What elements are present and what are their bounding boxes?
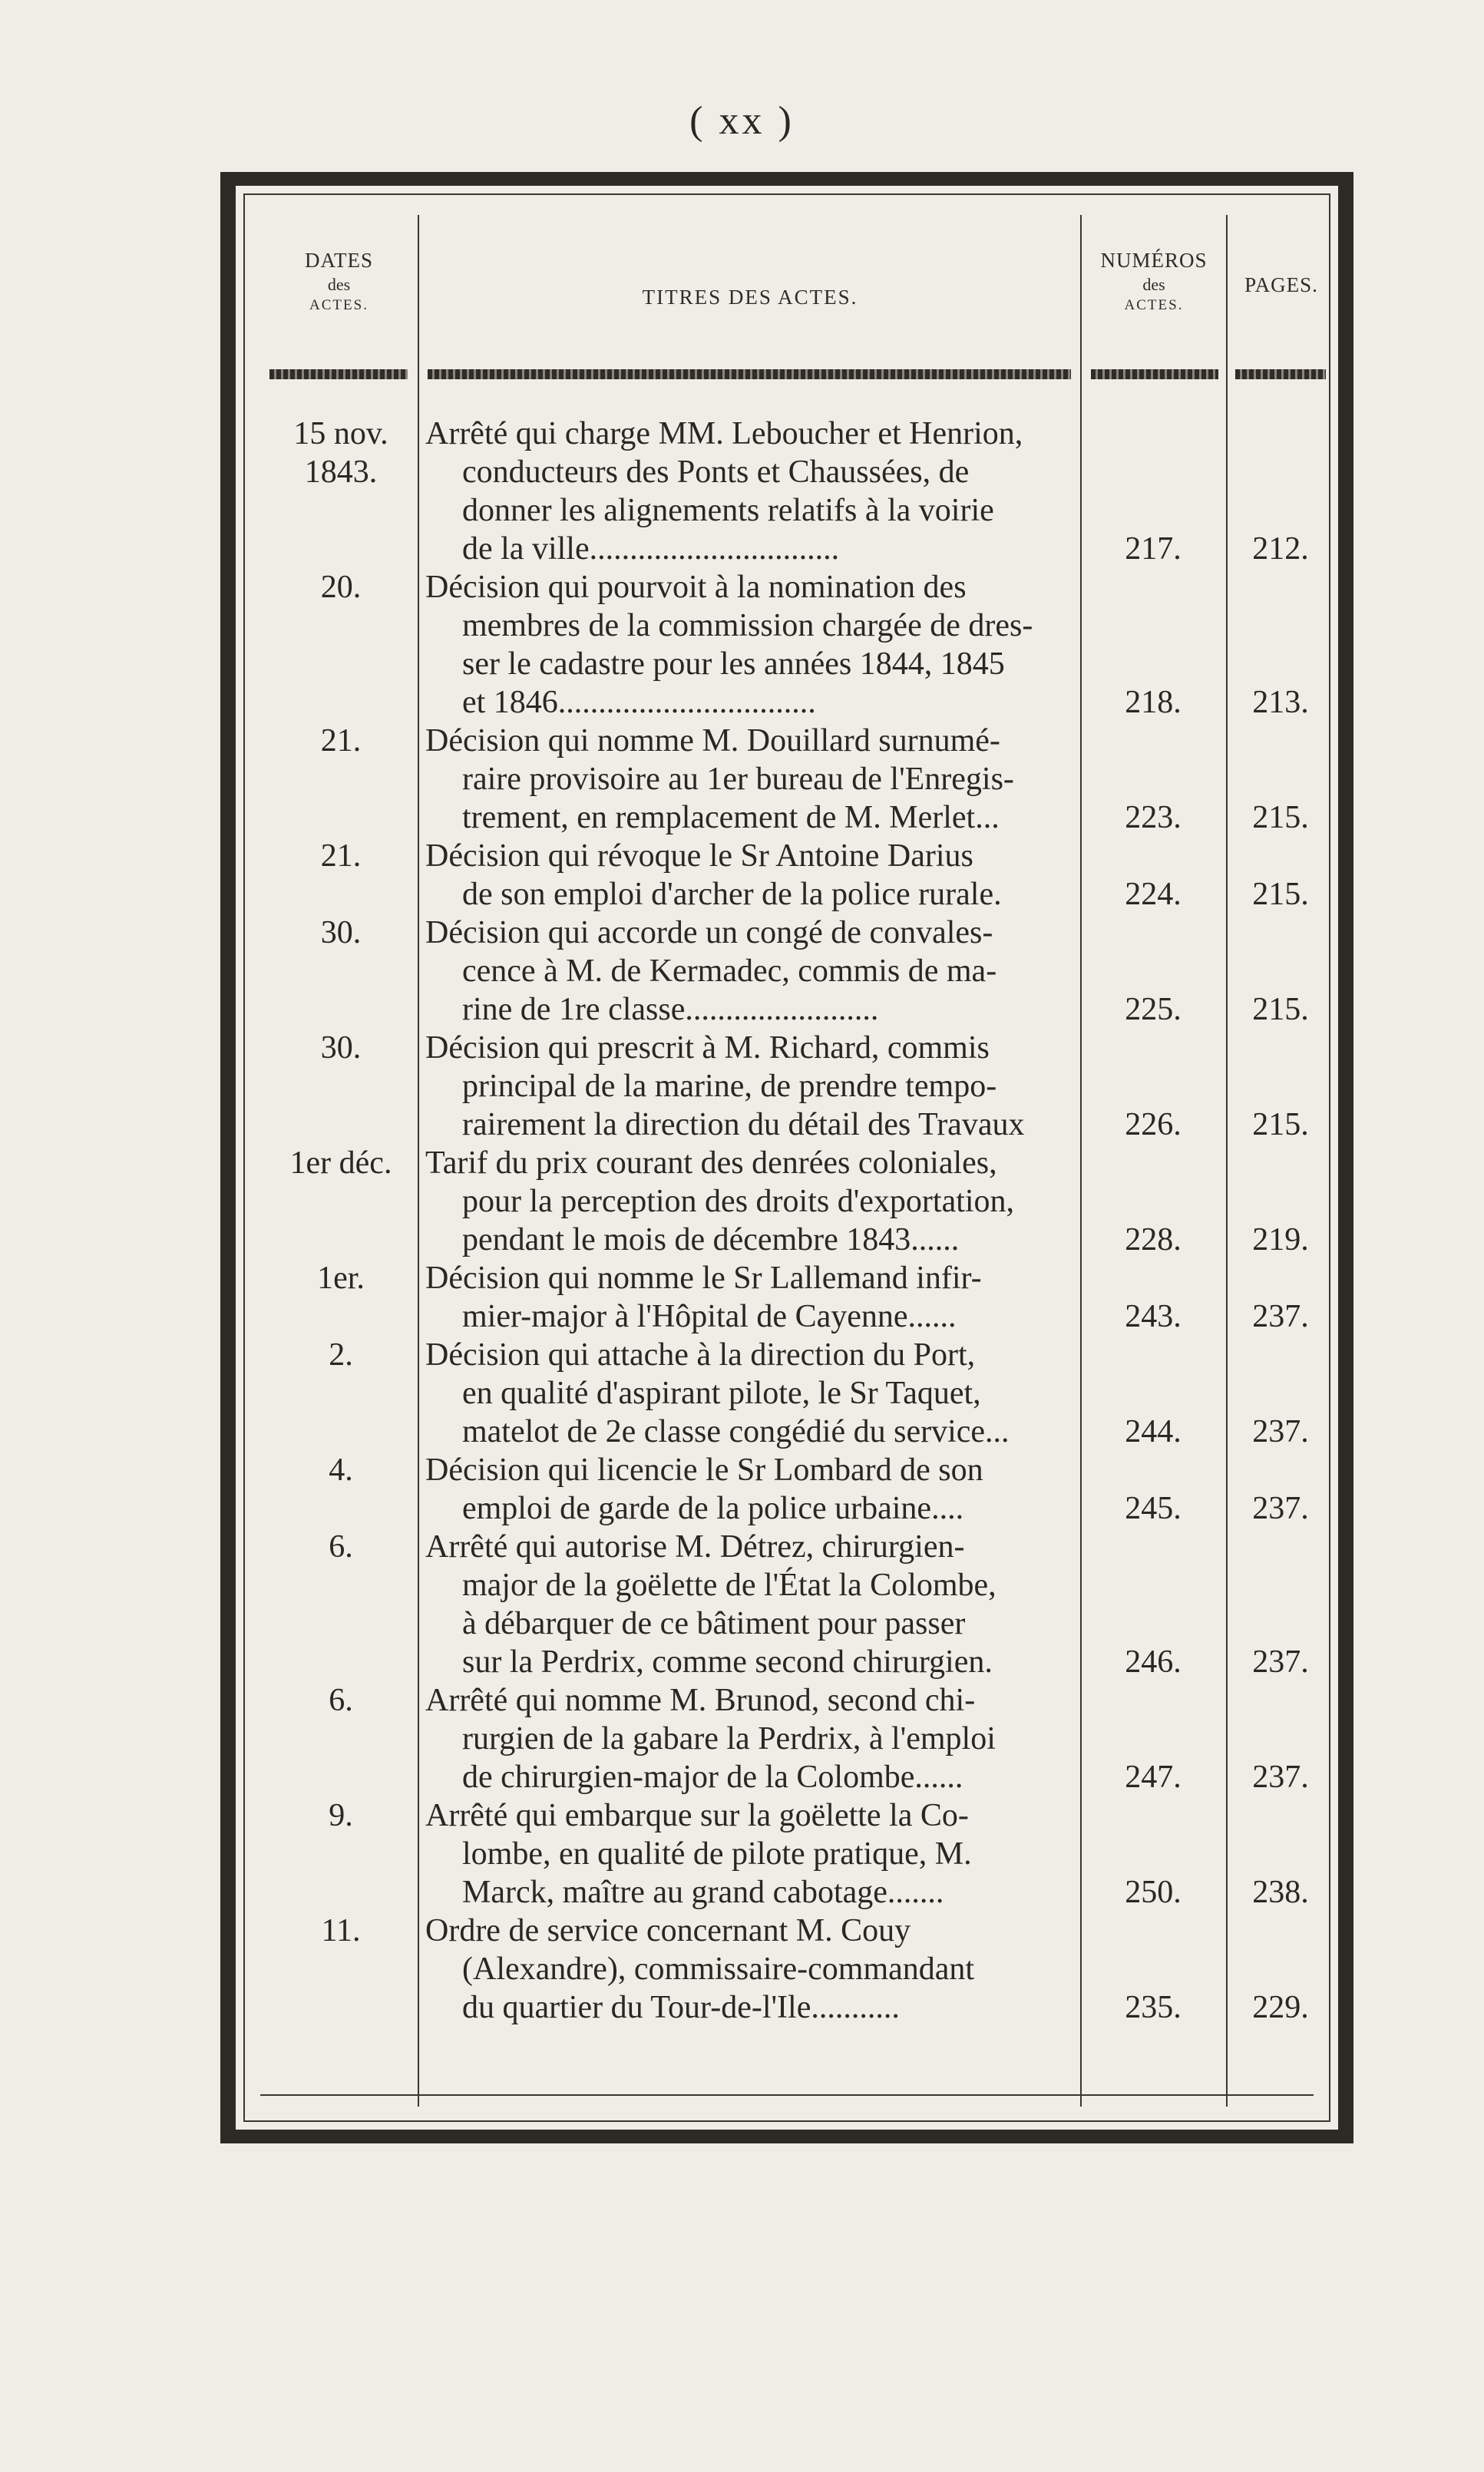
act-title-line: Décision qui révoque le Sr Antoine Darius <box>425 838 973 874</box>
header-rule <box>1235 369 1326 379</box>
act-number: 228. <box>1125 1222 1182 1257</box>
act-page: 213. <box>1252 685 1309 720</box>
header-dates <box>260 247 418 315</box>
act-number: 217. <box>1125 531 1182 567</box>
act-title-line: Arrêté qui charge MM. Leboucher et Henrion, <box>425 416 1023 451</box>
header-titres-label: TITRES DES ACTES. <box>642 286 858 309</box>
act-title-line: sur la Perdrix, comme second chirurgien. <box>462 1644 993 1680</box>
header-rule <box>428 369 1071 379</box>
act-title-line: matelot de 2e classe congédié du service... <box>462 1414 1010 1449</box>
act-number: 250. <box>1125 1875 1182 1910</box>
act-date-line: 30. <box>320 915 362 950</box>
act-date-line: 20. <box>320 570 362 605</box>
act-number: 243. <box>1125 1299 1182 1334</box>
act-date <box>260 1681 421 1720</box>
act-date <box>260 568 421 606</box>
header-numeros-des: des <box>1142 275 1165 295</box>
page-number: ( xx ) <box>689 99 795 143</box>
header-numeros-actes: ACTES. <box>1124 296 1184 313</box>
header-rule <box>1091 369 1218 379</box>
act-title-line: ser le cadastre pour les années 1844, 1845 <box>462 646 1005 682</box>
act-page: 215. <box>1252 800 1309 835</box>
act-page: 215. <box>1252 1107 1309 1142</box>
header-pages-label: PAGES. <box>1244 273 1318 296</box>
act-title-line: Décision qui licencie le Sr Lombard de son <box>425 1452 983 1488</box>
act-date-line: 21. <box>320 838 362 874</box>
act-title <box>425 1796 1079 1912</box>
act-number: 246. <box>1125 1644 1182 1680</box>
header-numeros-label: NUMÉROS <box>1100 249 1208 272</box>
act-date-line: 1er déc. <box>289 1145 392 1181</box>
act-title <box>425 1144 1079 1259</box>
act-title-line: Décision qui nomme le Sr Lallemand infir- <box>425 1261 982 1296</box>
act-page: 229. <box>1252 1990 1309 2025</box>
act-title-line: donner les alignements relatifs à la voirie <box>462 493 994 528</box>
act-number: 223. <box>1125 800 1182 835</box>
act-date <box>260 415 421 491</box>
act-date-line: 21. <box>320 723 362 758</box>
act-title-line: (Alexandre), commissaire-commandant <box>462 1951 975 1987</box>
act-page: 215. <box>1252 877 1309 912</box>
act-date <box>260 1912 421 1950</box>
act-number: 224. <box>1125 877 1182 912</box>
act-title-line: raire provisoire au 1er bureau de l'Enregis- <box>462 762 1014 797</box>
act-page: 238. <box>1252 1875 1309 1910</box>
act-title-line: membres de la commission chargée de dres- <box>462 608 1033 643</box>
act-title <box>425 568 1079 722</box>
act-date-line: 6. <box>329 1683 353 1718</box>
column-divider <box>1226 215 1228 2107</box>
act-title-line: Tarif du prix courant des denrées coloniales, <box>425 1145 997 1181</box>
act-title-line: du quartier du Tour-de-l'Ile........... <box>462 1990 900 2025</box>
act-title <box>425 1336 1079 1451</box>
header-dates-des: des <box>327 275 351 295</box>
act-title-line: Décision qui pourvoit à la nomination des <box>425 570 967 605</box>
act-date-line: 6. <box>329 1529 353 1565</box>
act-page: 219. <box>1252 1222 1309 1257</box>
header-pages <box>1228 272 1335 299</box>
act-title-line: cence à M. de Kermadec, commis de ma- <box>462 953 997 989</box>
act-title-line: en qualité d'aspirant pilote, le Sr Taquet, <box>462 1376 981 1411</box>
act-title-line: major de la goëlette de l'État la Colombe, <box>462 1568 996 1603</box>
bottom-rule <box>260 2094 1314 2096</box>
column-divider <box>1080 215 1082 2107</box>
act-title-line: emploi de garde de la police urbaine.... <box>462 1491 964 1526</box>
act-title-line: rurgien de la gabare la Perdrix, à l'emploi <box>462 1721 996 1757</box>
act-date <box>260 1029 421 1067</box>
act-title-line: lombe, en qualité de pilote pratique, M. <box>462 1836 972 1872</box>
act-title-line: Décision qui nomme M. Douillard surnumé- <box>425 723 1000 758</box>
act-number: 218. <box>1125 685 1182 720</box>
act-date <box>260 1336 421 1374</box>
act-date <box>260 1144 421 1182</box>
header-numeros <box>1082 247 1226 315</box>
act-title-line: pendant le mois de décembre 1843...... <box>462 1222 960 1257</box>
act-page: 237. <box>1252 1299 1309 1334</box>
act-date-line: 4. <box>329 1452 353 1488</box>
act-date-line: 1er. <box>317 1261 365 1296</box>
act-page: 215. <box>1252 992 1309 1027</box>
act-title-line: de chirurgien-major de la Colombe...... <box>462 1760 963 1795</box>
act-title <box>425 837 1079 914</box>
table-frame <box>220 172 1353 2143</box>
act-number: 235. <box>1125 1990 1182 2025</box>
act-number: 225. <box>1125 992 1182 1027</box>
act-date-line: 1843. <box>304 454 378 490</box>
act-number: 247. <box>1125 1760 1182 1795</box>
act-page: 237. <box>1252 1760 1309 1795</box>
act-title <box>425 1528 1079 1681</box>
act-title <box>425 1912 1079 2027</box>
act-title-line: de son emploi d'archer de la police rurale. <box>462 877 1002 912</box>
act-title-line: principal de la marine, de prendre tempo- <box>462 1069 997 1104</box>
header-dates-actes: ACTES. <box>309 296 369 313</box>
act-title <box>425 722 1079 837</box>
act-date-line: 2. <box>329 1337 353 1373</box>
act-title-line: trement, en remplacement de M. Merlet... <box>462 800 1000 835</box>
act-title-line: de la ville............................... <box>462 531 840 567</box>
act-date-line: 11. <box>321 1913 361 1948</box>
act-title-line: conducteurs des Ponts et Chaussées, de <box>462 454 970 490</box>
header-dates-label: DATES <box>304 249 373 272</box>
act-title-line: Arrêté qui autorise M. Détrez, chirurgien- <box>425 1529 965 1565</box>
header-titres <box>420 284 1080 311</box>
act-title-line: mier-major à l'Hôpital de Cayenne...... <box>462 1299 957 1334</box>
act-date <box>260 1528 421 1566</box>
act-title-line: pour la perception des droits d'exportation, <box>462 1184 1015 1219</box>
act-title <box>425 1259 1079 1336</box>
act-title-line: rine de 1re classe........................ <box>462 992 879 1027</box>
act-title-line: Ordre de service concernant M. Couy <box>425 1913 911 1948</box>
act-page: 237. <box>1252 1644 1309 1680</box>
act-number: 226. <box>1125 1107 1182 1142</box>
act-date-line: 9. <box>329 1798 353 1833</box>
act-date-line: 30. <box>320 1030 362 1066</box>
act-date <box>260 1259 421 1297</box>
act-title-line: Décision qui prescrit à M. Richard, commis <box>425 1030 990 1066</box>
act-title-line: Décision qui accorde un congé de convales- <box>425 915 993 950</box>
act-title-line: Marck, maître au grand cabotage....... <box>462 1875 944 1910</box>
act-date-line: 15 nov. <box>293 416 388 451</box>
act-date <box>260 914 421 952</box>
act-title-line: et 1846................................ <box>462 685 816 720</box>
act-title-line: Décision qui attache à la direction du Port, <box>425 1337 976 1373</box>
act-number: 244. <box>1125 1414 1182 1449</box>
act-page: 237. <box>1252 1414 1309 1449</box>
act-date <box>260 1451 421 1489</box>
act-page: 237. <box>1252 1491 1309 1526</box>
act-title-line: Arrêté qui embarque sur la goëlette la Co- <box>425 1798 969 1833</box>
act-date <box>260 837 421 875</box>
act-date <box>260 722 421 760</box>
act-title-line: à débarquer de ce bâtiment pour passer <box>462 1606 966 1641</box>
act-date <box>260 1796 421 1835</box>
act-title-line: rairement la direction du détail des Travaux <box>462 1107 1025 1142</box>
act-page: 212. <box>1252 531 1309 567</box>
act-title <box>425 914 1079 1029</box>
header-rule <box>269 369 408 379</box>
act-title <box>425 1681 1079 1796</box>
act-title <box>425 1451 1079 1528</box>
act-number: 245. <box>1125 1491 1182 1526</box>
act-title <box>425 415 1079 568</box>
act-title-line: Arrêté qui nomme M. Brunod, second chi- <box>425 1683 976 1718</box>
act-title <box>425 1029 1079 1144</box>
